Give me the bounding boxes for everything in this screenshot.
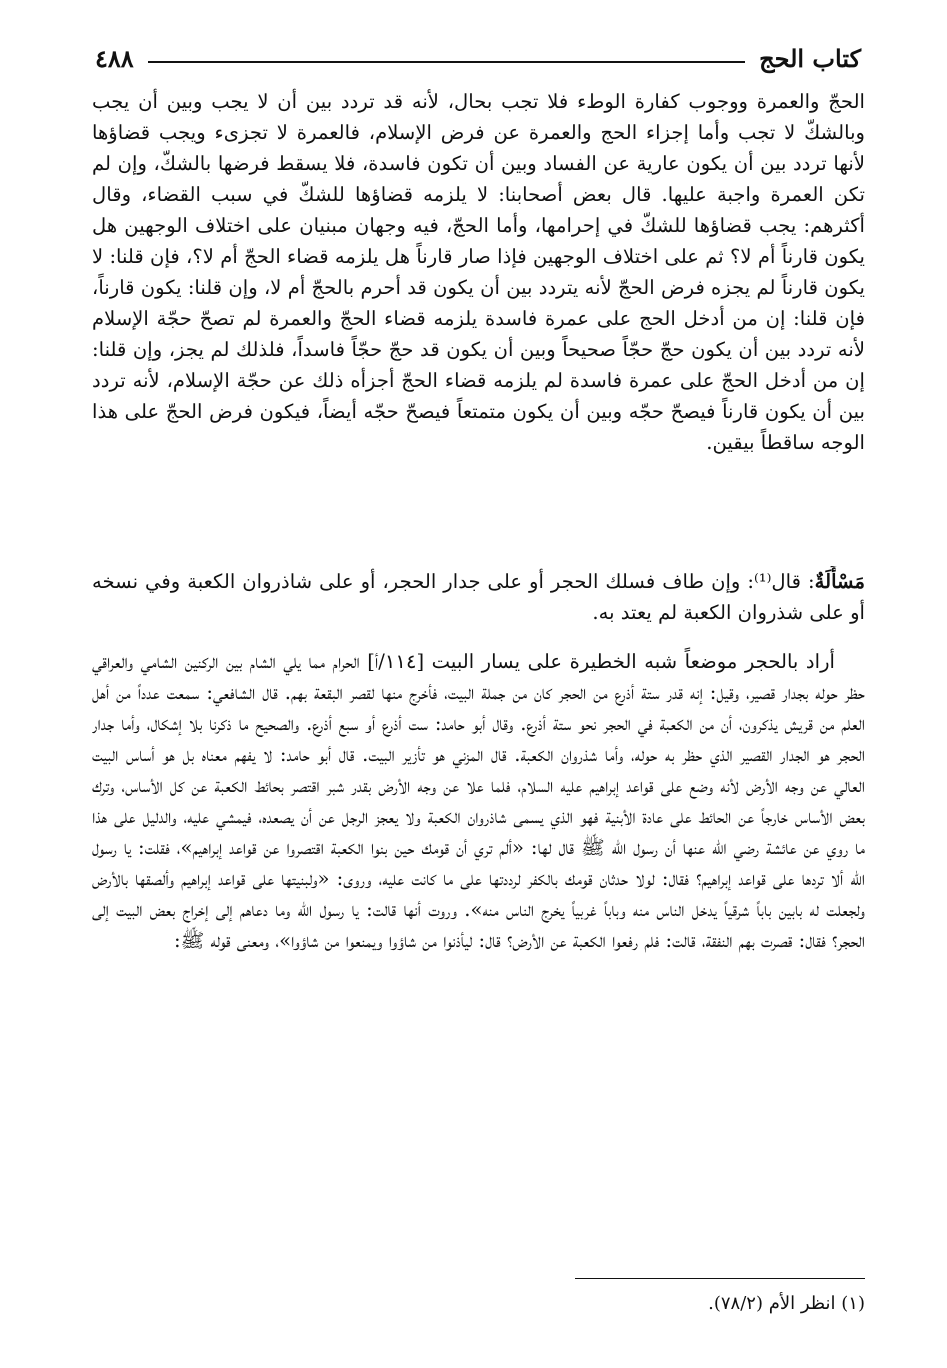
footnote: (١) انظر الأم (٧٨/٢).	[708, 1293, 865, 1314]
page-number: ٤٨٨	[95, 43, 134, 73]
paragraph-1: الحجّ والعمرة ووجوب كفارة الوطء فلا تجب بحال، لأنه قد تردد بين أن لا يجب وبين أن يجب وبالشكّ لا تجب وأما إجزاء الحج والعمرة عن فرض الإسلام، فالعمرة لا تجزىء ويجب قضاؤها لأنها تردد بين أن يكون عارية عن الفساد وبين أن تكون فاسدة، فلا يسقط فرضها بالشكّ، وإن لم تكن العمرة واجبة عليها. قال بعض أصحابنا: لا يلزمه قضاؤها للشكّ في سبب القضاء، وقال أكثرهم: يجب قضاؤها للشكّ في إحرامها، وأما الحجّ، فيه وجهان مبنيان على اختلاف الوجهين هل يكون قارناً أم لا؟ ثم على اختلاف الوجهين فإذا صار قارناً هل يلزمه قضاء الحجّ أم لا؟، فإن قلنا: لا يكون قارناً لم يجزه فرض الحجّ لأنه يتردد بين أن يكون قد أحرم بالحجّ أم لا، وإن قلنا: يكون قارناً، فإن قلنا: إن من أدخل الحج على عمرة فاسدة يلزمه قضاء الحجّ والعمرة لم تصحّ حجّة الإسلام لأنه تردد بين أن يكون حجّ حجّاً صحيحاً وبين أن يكون قد حجّ حجّاً فاسداً، فلذلك لم يجز، وإن قلنا: إن من أدخل الحجّ على عمرة فاسدة لم يلزمه قضاء الحجّ أجزأه ذلك عن حجّة الإسلام، لأنه تردد بين أن يكون قارناً فيصحّ حجّه وبين أن يكون متمتعاً فيصحّ حجّه أيضاً، فيكون فرض الحجّ على هذا الوجه ساقطاً بيقين.	[92, 90, 865, 454]
header-rule	[148, 61, 745, 63]
masala-text: : قال⁽¹⁾: وإن طاف فسلك الحجر أو على جدار الحجر، أو على شاذروان الكعبة وفي نسخه أو على شذروان الكعبة لم يعتد به.	[92, 570, 865, 624]
paragraph-3: أراد بالحجر موضعاً شبه الخطيرة على يسار البيت [١١٤/أ] الحرام مما يلي الشام بين الركنين الشامي والعراقي حظر حوله بجدار قصير، وقيل: إنه قدر ستة أذرع من الحجر كان من جملة البيت، فأخرج منها لقصر البقعة بهم. قال الشافعي: سمعت عدداً من أهل العلم من قريش يذكرون، أن من الكعبة في الحجر نحو ستة أذرع. وقال أبو حامد: ست أذرع أو سبع أذرع. والصحيح ما ذكرنا بلا إشكال، وأما جدار الحجر هو الجدار القصير الذي حظر به حوله، وأما شذروان الكعبة. قال المزني هو تأزير البيت. قال أبو حامد: لا يفهم معناه بل هو أساس البيت العالي عن وجه الأرض لأنه وضع على قواعد إبراهيم عليه السلام، فلما علا عن وجه الأرض بقدر شبر اقتصر بحائط الكعبة عن كل الأساس، وترك بعض الأساس خارجاً عن الحائط على عادة الأبنية فهو الذي يسمى شاذروان الكعبة ولا يعجز الرجل عن أن يصعده، فيمشي عليه، والدليل على هذا ما روي عن عائشة رضي الله عنها أن رسول الله ﷺ قال لها: «ألم تري أن قومك حين بنوا الكعبة اقتصروا عن قواعد إبراهيم»، فقلت: يا رسول الله ألا تردها على قواعد إبراهيم؟ فقال: لولا حدثان قومك بالكفر لرددتها على ما كانت عليه، وروى: «ولبنيتها على قواعد إبراهيم وألصقها بالأرض ولجعلت له بابين باباً شرقياً يدخل الناس منه وباباً غربياً يخرج الناس منه». وروت أنها قالت: يا رسول الله وما دعاهم إلى إخراج بعض البيت إلى الحجر؟ فقال: قصرت بهم النفقة، قالت: فلم رفعوا الكعبة عن الأرض؟ قال: ليأذنوا من شاؤوا ويمنعوا من شاؤوا»، ومعنى قوله ﷺ:	[92, 650, 865, 952]
footnote-rule	[575, 1278, 865, 1279]
main-text	[92, 86, 865, 1266]
masala-paragraph	[92, 566, 865, 628]
masala-label: مَسْأَلَةٌ	[814, 570, 865, 593]
page-header	[95, 40, 861, 76]
chapter-title: كتاب الحج	[759, 43, 861, 73]
